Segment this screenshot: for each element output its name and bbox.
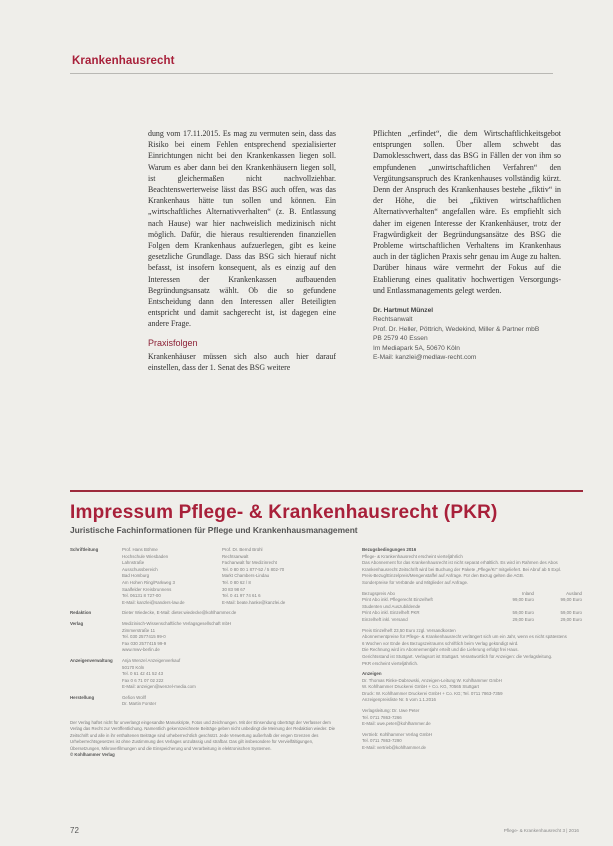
impressum-row-value [122,610,237,617]
impressum-row [70,610,340,617]
impressum-row-label: Redaktion [70,610,92,616]
impressum-text-line: Tel. 030 2577415 99-0 [122,634,166,640]
impressum-text-line: 30 83 98 67 [222,586,246,592]
subscription-line: Pflege- & Krankenhausrecht erscheint vierteljährlich [362,553,463,559]
footer-issue: Pflege- & Krankenhausrecht 3 | 2016 [503,828,579,833]
impressum-footnote [70,720,338,758]
price-row [362,591,584,598]
impressum-row-label: Herstellung [70,694,95,700]
author-line: PB 2579 40 Essen [373,335,428,343]
impressum-text-line: Am Hohen Ring/Parkweg 3 [122,579,175,585]
subscription-line: Sonderpreise für Verbände und Mitglieder auf Anfrage. [362,579,469,585]
subscription-line: Das Abonnement für das Krankenhausrecht ist nicht separat erhältlich. Es wird im Rahmen des Abos [362,560,558,566]
price-cell: Print Abo inkl. Pflegerecht Einzelheft [362,597,433,603]
author-email: E-Mail: kanzlei@medlaw-recht.com [373,354,477,362]
author-name: Dr. Hartmut Münzel [373,307,434,315]
author-line: Rechtsanwalt [373,316,413,324]
impressum-row-value [222,621,332,654]
impressum-text-line: Ausschussbereich [122,566,158,572]
author-line: Prof. Dr. Heller, Pöttrich, Wedekind, Miller & Partner mbB [373,325,540,333]
notes-line: Preis Einzelheft 23,50 Euro zzgl. Versandkosten [362,627,456,633]
impressum-row-value [222,695,332,708]
impressum-text-line: Prof. Dr. Bernd Brühl [222,547,263,552]
impressum-subtitle: Juristische Fachinformationen für Pflege und Krankenhausmanagement [70,525,358,535]
price-row [362,597,584,604]
impressum-text-line: Prof. Hans Böhme [122,547,158,552]
author-line: Im Mediapark 5A, 50670 Köln [373,344,460,352]
impressum-left-column [70,547,340,712]
price-row [362,604,584,611]
impressum-text-line: Anja Wenzel Anzeigenverkauf [122,657,181,663]
price-cell: Bezugspreis Abo [362,590,395,596]
impressum-row-value [222,610,332,617]
impressum-text-line: 50170 Köln [122,664,145,670]
impressum-text-line: Fax 030 2577415 99-9 [122,640,167,646]
contact-line: Tel. 0711 7863-7266 [362,714,402,720]
price-cell: 99,00 Euro [512,597,534,603]
impressum-row-value [122,620,232,654]
impressum-row-value [222,658,332,691]
impressum-text-line: Lahnstraße [122,560,145,566]
contact-line: Vertrieb: Kohlhammer Verlag GmbH [362,731,433,737]
impressum-row [70,621,340,654]
article-paragraph: Krankenhäuser müssen sich also auch hier darauf einstellen, dass der 1. Senat des BSG weitere [148,351,336,373]
impressum-row-value [222,547,332,606]
impressum-text-line: Tel. 0 61 42 41 52 43 [122,671,164,677]
notes-line: PKR erscheint vierteljährlich. [362,660,419,666]
author-block [373,306,561,362]
anzeigen-line: W. Kohlhammer Druckerei GmbH + Co. KG, 70565 Stuttgart [362,684,480,690]
price-cell [534,604,582,611]
article-paragraph: Pflichten „erfindet“, die dem Wirtschaftlichkeitsgebot entsprungen sollen. Über allem schwebt das Damoklesschwert, dass das BSG in Fällen der von ihm so empfundenen „unwirtschaftlichen Verfahren“ den Vergütungsanspruch des Krankenhauses vollständig kürzt. Denn der Anspruch des Krankenhauses bestehe „fiktiv“ in der Höhe, die bei „fiktiven wirtschaftlichen Alternativverhalten“ angefallen wäre. Es empfiehlt sich daher im eigenen Interesse der Krankenhäuser, trotz der Fragwürdigkeit der Begründungsansätze des BSG die Probleme wirtschaftlichen Verhaltens im Krankenhaus auch in der täglichen Praxis sehr genau im Auge zu halten. Darüber hinaus wäre vermehrt der Fokus auf die Etablierung eines qualitativ hochwertigen Versorgungs- und Entlassmanagements gelegt werden. [373,129,561,295]
impressum-divider [70,490,583,492]
impressum-text-line: Dieter Wiedecke, E-Mail: dieter.wiedecke@kohlhammer.de [122,610,237,616]
impressum-text-line: Saalfelder Kreisbrunnens [122,586,172,592]
impressum-text-line: Fax 0 6 71 07 02 222 [122,677,164,683]
impressum-row-label: Anzeigenverwaltung [70,657,113,663]
article-column-left [148,128,336,373]
impressum-title: Impressum Pflege- & Krankenhausrecht (PKR) [70,502,498,523]
impressum-text-line: E-Mail: kanzlei@sanders-law.de [122,599,185,605]
anzeigen-line: Anzeigenpreisliste Nr. 5 vom 1.1.2016 [362,697,436,703]
impressum-right-column [362,547,584,752]
subscription-line: Krankenhausrecht Zeitschrift wird bei Buchung der Pakete „Pflege/Kr“ mitgeliefert. Bei Abruf ab 5 Expl. [362,566,562,572]
footnote-text: Der Verlag haftet nicht für unverlangt eingesandte Manuskripte, Fotos und Zeichnungen. Mit der Einsendung überträgt der Verfasser dem Verlag das Recht zur Veröffentlichung. Namentlich gekennzeichnete Beiträge geben nicht unbedingt die Meinung der Redaktion wieder. Die Zeitschrift und alle in ihr enthaltenen Beiträge sind urheberrechtlich geschützt. Jede Verwertung außerhalb der engen Grenzen des Urheberrechtsgesetzes ist ohne Zustimmung des Verlages unzulässig und strafbar. Das gilt insbesondere für Vervielfältigungen, Übersetzungen, Mikroverfilmungen und die Einspeicherung und Verarbeitung in elektronischen Systemen. [70,720,336,751]
notes-line: 6 Wochen vor Ende des Bezugszeitraums schriftlich beim Verlag gekündigt wird. [362,640,519,646]
anzeigen-line: Druck: W. Kohlhammer Druckerei GmbH + Co. KG; Tel. 0711 7863-7359 [362,690,503,696]
price-cell: 59,00 Euro [560,610,582,616]
contact-line: Verlagsleitung: Dr. Uwe Peter [362,708,420,714]
price-cell: Studenten und Auszubildende [362,603,421,609]
price-table [362,591,584,624]
subscription-line: Preis-Bezug/Einzelpreis/Mengenstaffel auf Anfrage. Für den Bezug gelten die AGB. [362,573,524,579]
impressum-text-line: Tel. 0 80 62 / 8 [222,579,251,585]
impressum-text-line: Tel. 0 80 00 1 877-52 / 5 802-70 [222,566,285,572]
impressum-text-line: Gefion Wollf [122,694,146,700]
price-cell: 99,00 Euro [560,597,582,603]
impressum-row-value [122,658,222,691]
header-divider [70,73,553,74]
impressum-text-line: E-Mail: anzeigen@wenzel-media.com [122,684,196,690]
notes-line: Gerichtsstand ist Stuttgart. Verlagsort ist Stuttgart. Verantwortlich für Anzeigen: die Verlagsleitung. [362,653,553,659]
impressum-row-label: Schriftleitung [70,547,99,552]
article-column-right [373,128,561,362]
impressum-row-value [122,695,222,708]
price-cell: Ausland [566,590,582,596]
impressum-text-line: Medizinisch-Wissenschaftliche Verlagsgesellschaft mbH [122,620,232,626]
price-cell: 59,00 Euro [512,610,534,616]
page-number: 72 [70,826,79,835]
impressum-row [70,658,340,691]
impressum-text-line: Tel. 0 41 97 74 61 6 [222,593,261,599]
impressum-row-label: Verlag [70,620,84,626]
price-cell: Einzelheft inkl. Versand [362,616,408,622]
notes-line: Abonnementpreise für Pflege- & Krankenhausrecht verlängert sich um ein Jahr, wenn es nicht spätestens [362,634,567,640]
impressum-text-line: Fachanwalt für Medizinrecht [222,560,277,566]
price-cell: Print Abo inkl. Einzelheft PKR [362,610,420,616]
contact-line: Tel. 0711 7863-7290 [362,738,402,744]
price-cell: 29,00 Euro [560,616,582,622]
impressum-text-line: Hochschule Wiesbaden [122,553,169,559]
impressum-text-line: Rechtsanwalt [222,553,249,559]
anzeigen-line: Dr. Thomas Rinke-Dabrowski, Anzeigen-Leitung W. Kohlhammer GmbH [362,677,502,683]
anzeigen-heading: Anzeigen [362,671,382,677]
impressum-row-value [122,547,222,606]
contact-line: E-Mail: uwe.peter@kohlhammer.de [362,721,431,727]
impressum-row [70,547,340,606]
subscription-heading: Bezugsbedingungen 2016 [362,547,417,552]
section-title: Krankenhausrecht [72,55,175,67]
impressum-text-line: Bad Homburg [122,573,150,579]
price-cell: Inland [522,590,534,596]
impressum-row [70,695,340,708]
impressum-text-line: E-Mail: beate.hanke@kanzlei.de [222,599,286,605]
impressum-text-line: Dr. Martin Forster [122,701,157,707]
price-cell [482,604,534,611]
impressum-text-line: Zimmerstraße 11 [122,627,156,633]
footnote-publisher: © Kohlhammer Verlag [70,752,115,758]
impressum-text-line: www.mwv-berlin.de [122,647,160,653]
impressum-text-line: Markt Chambers-Lindau [222,573,270,579]
impressum-text-line: Tel. 06131 8 727-00 [122,593,161,599]
notes-line: Die Rechnung wird im Abonnementjahr erteilt und die Lieferung erfolgt frei Haus. [362,647,519,653]
price-cell: 29,00 Euro [512,616,534,622]
price-row [362,610,584,617]
subheading: Praxisfolgen [148,337,198,348]
contact-line: E-Mail: vertrieb@kohlhammer.de [362,745,426,751]
article-paragraph: dung vom 17.11.2015. Es mag zu vermuten sein, dass das Risiko bei einem Fehlen entsprechend spezialisierter Einrichtungen nicht bei den Krankenkassen liegen soll. Warum es aber dann bei den Krankenhäusern liegen soll, ist gleichermaßen nicht nachvollziehbar. Beachtenswerterweise lässt das BSG auch offen, was das Krankenhaus hätte tun sollen und können. Ein „wirtschaftliches Alternativverhalten“ (z. B. Entlassung nach Hause) war hier nachweislich medizinisch nicht möglich. Dafür, die hieraus resultierenden finanziellen Folgen dem Krankenhaus aufzuerlegen, gibt es keine gesetzliche Grundlage. Dass das BSG sich hierauf nicht befasst, ist insofern konsequent, als es einzig auf den Interessen der Krankenkassen aufbauenden Begründungsansatz wählt. Ob die so gefundene Entscheidung dann den Interessen aller Beteiligten entspricht und damit sachgerecht ist, ist dagegen eine andere Frage. [148,129,336,329]
price-row [362,617,584,624]
